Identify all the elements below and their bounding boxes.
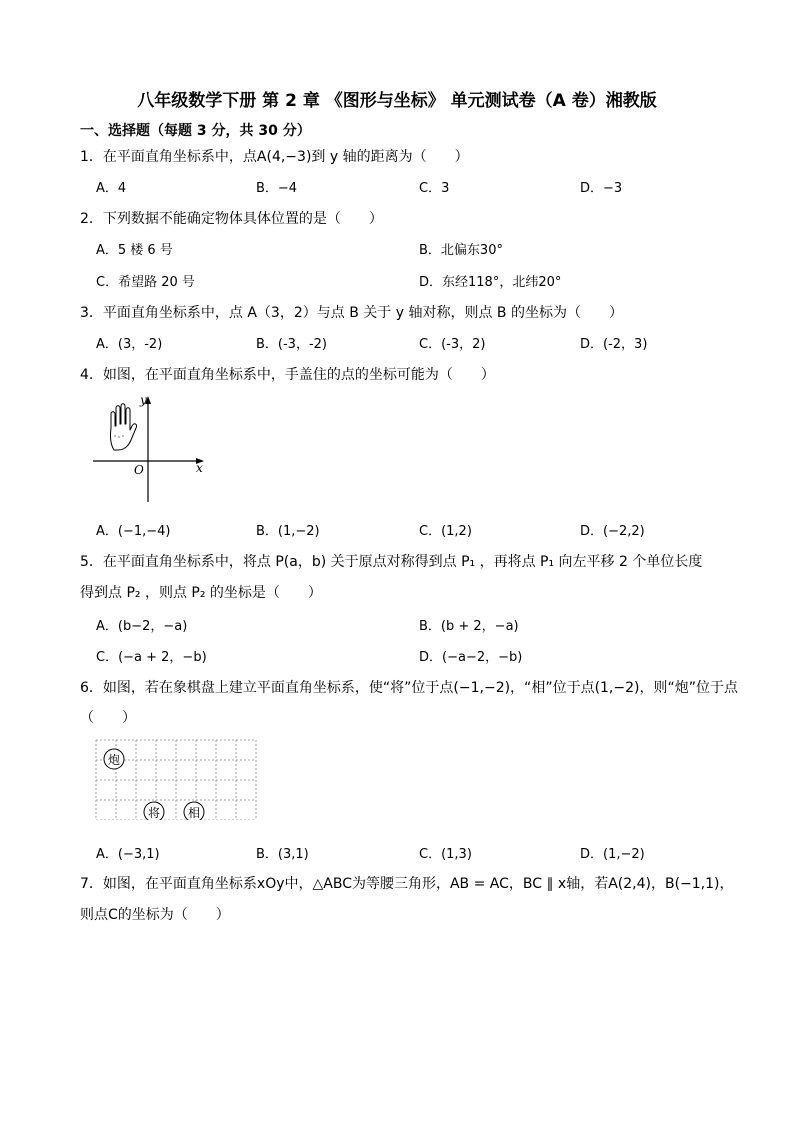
question-2-stem: 2．下列数据不能确定物体具体位置的是（ ） <box>80 211 383 227</box>
question-3-option-b[interactable]: B．(-3，-2) <box>256 337 327 352</box>
question-7-stem-line-2: 则点C的坐标为（ ） <box>80 907 230 923</box>
piece-jiang-label: 将 <box>147 806 161 820</box>
piece-xiang <box>184 802 204 820</box>
origin-label: O <box>134 463 144 477</box>
page-title: 八年级数学下册 第 2 章 《图形与坐标》 单元测试卷（A 卷）湘教版 <box>137 91 657 111</box>
piece-xiang-label: 相 <box>187 806 201 820</box>
question-4-stem: 4．如图，在平面直角坐标系中，手盖住的点的坐标可能为（ ） <box>80 367 495 383</box>
question-3-option-c[interactable]: C．(-3，2) <box>419 337 486 352</box>
piece-pao <box>104 749 124 769</box>
hand-icon <box>110 404 136 450</box>
question-4-option-d[interactable]: D．(−2,2) <box>580 524 645 539</box>
question-6-stem: 6．如图，若在象棋盘上建立平面直角坐标系，使“将”位于点(−1,−2)，“相”位于点(1,−2)，则“炮”位于点 <box>80 680 738 696</box>
piece-pao-label: 炮 <box>107 753 121 767</box>
question-2-option-a[interactable]: A．5 楼 6 号 <box>96 243 173 258</box>
question-6-option-c[interactable]: C．(1,3) <box>419 847 472 862</box>
coordinate-figure <box>88 390 218 510</box>
piece-jiang <box>144 802 164 820</box>
question-4-option-a[interactable]: A．(−1,−4) <box>96 524 171 539</box>
question-6-option-b[interactable]: B．(3,1) <box>256 847 309 862</box>
question-5-option-a[interactable]: A．(b−2，−a) <box>96 619 188 634</box>
question-5-option-d[interactable]: D．(−a−2，−b) <box>419 650 523 665</box>
question-1-option-d[interactable]: D．−3 <box>580 181 623 196</box>
y-axis-label: y <box>140 393 147 407</box>
question-3-option-d[interactable]: D．(-2，3) <box>580 337 648 352</box>
question-5-option-c[interactable]: C．(−a + 2，−b) <box>96 650 207 665</box>
question-1-stem: 1．在平面直角坐标系中，点A(4,−3)到 y 轴的距离为（ ） <box>80 149 469 165</box>
x-axis-label: x <box>196 461 203 475</box>
question-5-stem-line-2: 得到点 P₂ ，则点 P₂ 的坐标是（ ） <box>80 585 322 601</box>
question-6-option-d[interactable]: D．(1,−2) <box>580 847 645 862</box>
question-1-option-a[interactable]: A．4 <box>96 181 127 196</box>
question-1-option-c[interactable]: C．3 <box>419 181 450 196</box>
question-5-option-b[interactable]: B．(b + 2，−a) <box>419 619 519 634</box>
question-2-option-c[interactable]: C．希望路 20 号 <box>96 275 195 290</box>
question-4-option-b[interactable]: B．(1,−2) <box>256 524 320 539</box>
section-heading: 一、选择题（每题 3 分，共 30 分） <box>80 123 311 139</box>
question-5-stem: 5．在平面直角坐标系中，将点 P(a，b) 关于原点对称得到点 P₁ ，再将点 P₁ 向左平移 2 个单位长度 <box>80 554 703 570</box>
question-6-option-a[interactable]: A．(−3,1) <box>96 847 160 862</box>
chess-board-figure <box>92 734 258 820</box>
question-3-option-a[interactable]: A．(3，-2) <box>96 337 163 352</box>
question-1-option-b[interactable]: B．−4 <box>256 181 298 196</box>
question-6-stem-line-2: （ ） <box>80 710 136 726</box>
question-3-stem: 3．平面直角坐标系中，点 A（3，2）与点 B 关于 y 轴对称，则点 B 的坐标为（ ） <box>80 305 623 321</box>
question-4-option-c[interactable]: C．(1,2) <box>419 524 472 539</box>
question-7-stem: 7．如图，在平面直角坐标系xOy中，△ABC为等腰三角形，AB = AC，BC ∥ x轴，若A(2,4)，B(−1,1)， <box>80 876 734 892</box>
question-2-option-b[interactable]: B．北偏东30° <box>419 243 503 258</box>
question-2-option-d[interactable]: D．东经118°，北纬20° <box>419 275 562 290</box>
